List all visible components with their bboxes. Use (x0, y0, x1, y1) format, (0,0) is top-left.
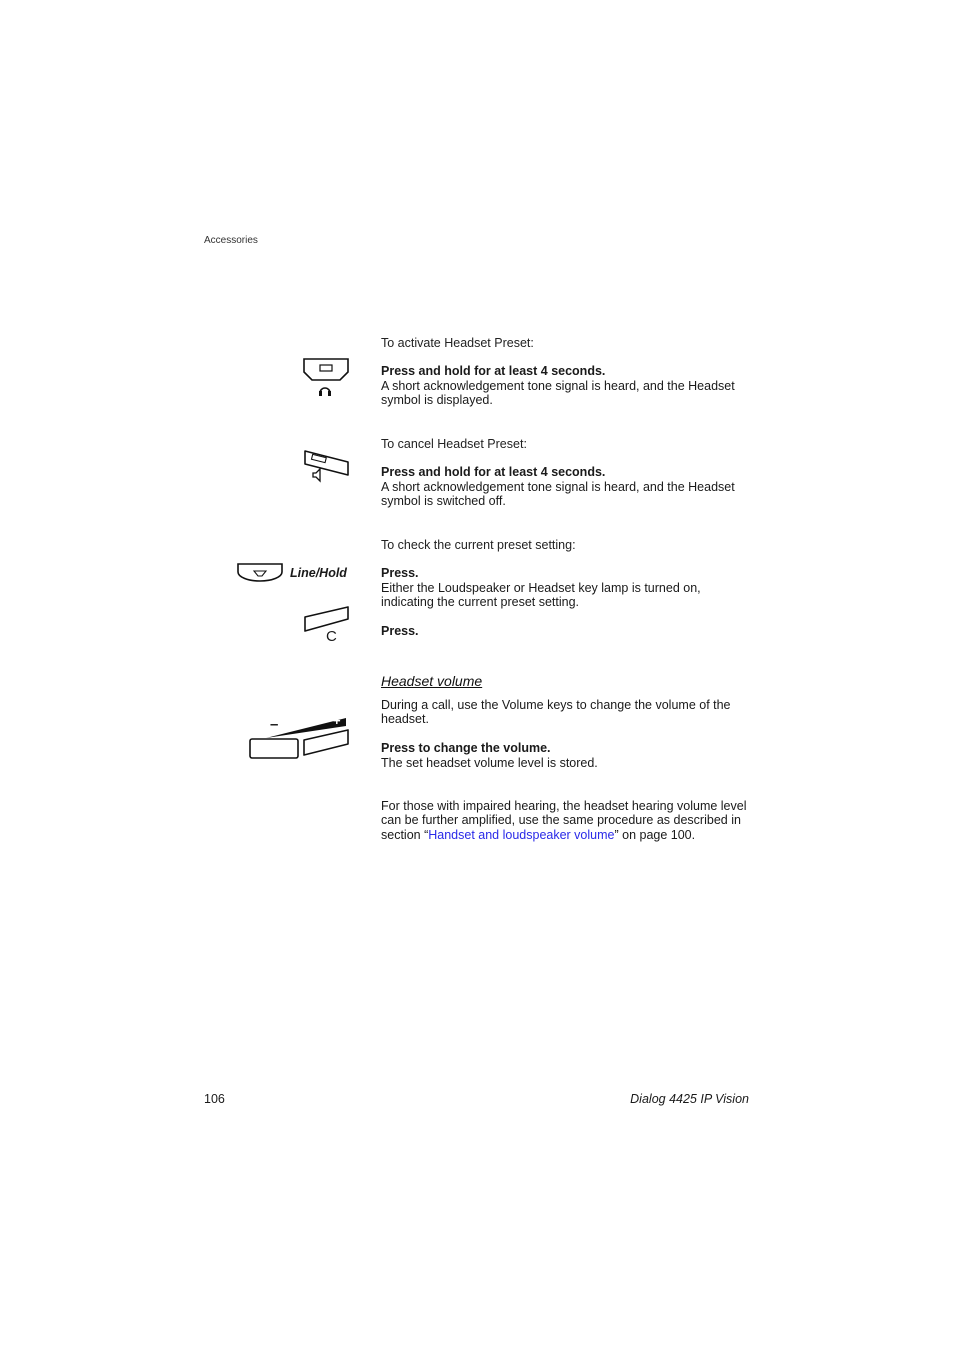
impaired-line-3-prefix: section “ (381, 828, 429, 842)
headset-key-icon (302, 356, 352, 400)
product-name: Dialog 4425 IP Vision (630, 1092, 749, 1106)
volume-heading: Headset volume (381, 673, 483, 689)
line-hold-key-icon (236, 562, 286, 584)
check-instruction: Press. (381, 566, 419, 580)
activate-instruction: Press and hold for at least 4 seconds. (381, 364, 606, 378)
activate-description-1: A short acknowledgement tone signal is heard, and the Headset (381, 379, 735, 393)
section-header: Accessories (204, 235, 258, 246)
volume-minus-label: – (270, 716, 279, 733)
volume-up-key (304, 730, 348, 755)
volume-instruction: Press to change the volume. (381, 741, 551, 755)
line-hold-label: Line/Hold (290, 566, 347, 580)
loudspeaker-key-icon (302, 448, 352, 486)
volume-plus-label: + (333, 713, 341, 728)
clear-key-label: C (326, 628, 337, 645)
volume-description: The set headset volume level is stored. (381, 756, 598, 770)
impaired-line-1: For those with impaired hearing, the headset hearing volume level (381, 799, 747, 813)
impaired-line-3-suffix: ” on page 100. (614, 828, 696, 842)
volume-intro-2: headset. (381, 712, 429, 726)
cancel-instruction: Press and hold for at least 4 seconds. (381, 465, 606, 479)
volume-down-key (250, 739, 298, 758)
check-description-1: Either the Loudspeaker or Headset key lamp is turned on, (381, 581, 701, 595)
handset-loudspeaker-volume-link[interactable]: Handset and loudspeaker volume (428, 828, 615, 842)
impaired-line-3 (381, 828, 751, 843)
clear-instruction: Press. (381, 624, 419, 638)
cancel-description-2: symbol is switched off. (381, 494, 506, 508)
check-intro: To check the current preset setting: (381, 538, 576, 552)
cancel-intro: To cancel Headset Preset: (381, 437, 527, 451)
speaker-symbol-icon (313, 469, 320, 481)
check-description-2: indicating the current preset setting. (381, 595, 580, 609)
activate-intro: To activate Headset Preset: (381, 336, 534, 350)
headset-symbol-icon (319, 388, 331, 396)
activate-description-2: symbol is displayed. (381, 393, 493, 407)
page-number: 106 (204, 1092, 225, 1106)
impaired-line-2: can be further amplified, use the same procedure as described in (381, 813, 741, 827)
cancel-description-1: A short acknowledgement tone signal is heard, and the Headset (381, 480, 735, 494)
volume-intro-1: During a call, use the Volume keys to change the volume of the (381, 698, 731, 712)
